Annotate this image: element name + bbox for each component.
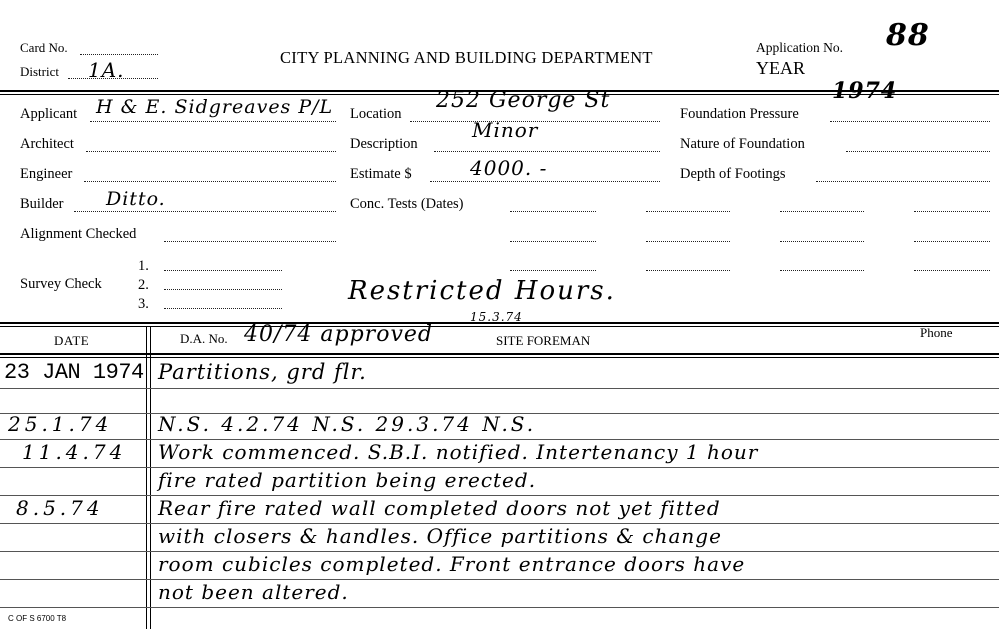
description-line [434,151,660,152]
form-code: C OF S 6700 T8 [8,614,67,623]
alignment-checked-line [164,241,336,242]
conc-tests-label: Conc. Tests (Dates) [350,196,464,212]
conc-tests-line-5 [510,241,596,242]
phone-label: Phone [920,325,953,340]
location-label: Location [350,106,402,122]
application-no-value: 88 [886,18,930,53]
entry-text: Partitions, grd flr. [158,360,367,384]
conc-tests-line-9 [510,270,596,271]
district-label: District [20,64,59,79]
entry-text: not been altered. [158,580,349,604]
builder-value: Ditto. [106,188,166,210]
builder-line [74,211,336,212]
survey-check-number-3: 3. [138,296,149,312]
nature-of-foundation-label: Nature of Foundation [680,136,805,152]
card-no-label: Card No. [20,40,68,55]
survey-check-number-2: 2. [138,277,149,293]
entry-text: with closers & handles. Office partitions & change [158,524,722,548]
description-value: Minor [472,118,539,142]
conc-tests-line-7 [780,241,864,242]
architect-line [86,151,336,152]
row-line [0,388,999,389]
conc-tests-line-4 [914,211,990,212]
survey-check-line-3 [164,308,282,309]
depth-of-footings-label: Depth of Footings [680,166,786,182]
entry-date: 11.4.74 [22,440,127,464]
date-column-divider [146,327,147,629]
card-no-line [80,54,158,55]
date-column-header: DATE [54,333,90,348]
foundation-pressure-label: Foundation Pressure [680,106,799,122]
survey-check-label: Survey Check [20,276,102,292]
engineer-label: Engineer [20,166,73,182]
estimate-value: 4000. - [470,156,548,180]
conc-tests-line-12 [914,270,990,271]
conc-tests-line-1 [510,211,596,212]
survey-check-number-1: 1. [138,258,149,274]
estimate-line [430,181,660,182]
entry-date: 25.1.74 [8,412,113,436]
entry-text: fire rated partition being erected. [158,468,537,492]
restricted-hours-note: Restricted Hours. [348,276,616,306]
site-foreman-label: SITE FOREMAN [496,333,591,348]
application-no-label: Application No. [756,40,843,55]
survey-check-line-2 [164,289,282,290]
row-line [0,607,999,608]
entry-text: N.S. 4.2.74 N.S. 29.3.74 N.S. [158,412,537,436]
row-line [0,579,999,580]
department-title: CITY PLANNING AND BUILDING DEPARTMENT [280,48,653,67]
estimate-label: Estimate $ [350,166,412,182]
architect-label: Architect [20,136,74,152]
year-label: YEAR [756,58,805,78]
survey-check-line-1 [164,270,282,271]
location-value: 252 George St [436,88,611,113]
entry-date: 23 JAN 1974 [4,360,144,385]
da-approval-date: 15.3.74 [470,310,523,324]
foundation-pressure-line [830,121,990,122]
builder-label: Builder [20,196,64,212]
applicant-value: H & E. Sidgreaves P/L [96,96,334,118]
district-value: 1A. [88,58,125,82]
applicant-line [90,121,336,122]
depth-of-footings-line [816,181,990,182]
conc-tests-line-2 [646,211,730,212]
description-label: Description [350,136,418,152]
da-no-value: 40/74 approved [244,322,433,347]
nature-of-foundation-line [846,151,990,152]
conc-tests-line-10 [646,270,730,271]
entry-date: 8.5.74 [16,496,104,520]
entry-text: Work commenced. S.B.I. notified. Intertenancy 1 hour [158,440,759,464]
da-no-label: D.A. No. [180,331,228,346]
entry-text: Rear fire rated wall completed doors not yet fitted [158,496,721,520]
entry-text: room cubicles completed. Front entrance doors have [158,552,746,576]
alignment-checked-label: Alignment Checked [20,226,137,242]
conc-tests-line-6 [646,241,730,242]
conc-tests-line-11 [780,270,864,271]
engineer-line [84,181,336,182]
conc-tests-line-8 [914,241,990,242]
date-column-divider-inner [150,327,151,629]
applicant-label: Applicant [20,106,78,122]
conc-tests-line-3 [780,211,864,212]
